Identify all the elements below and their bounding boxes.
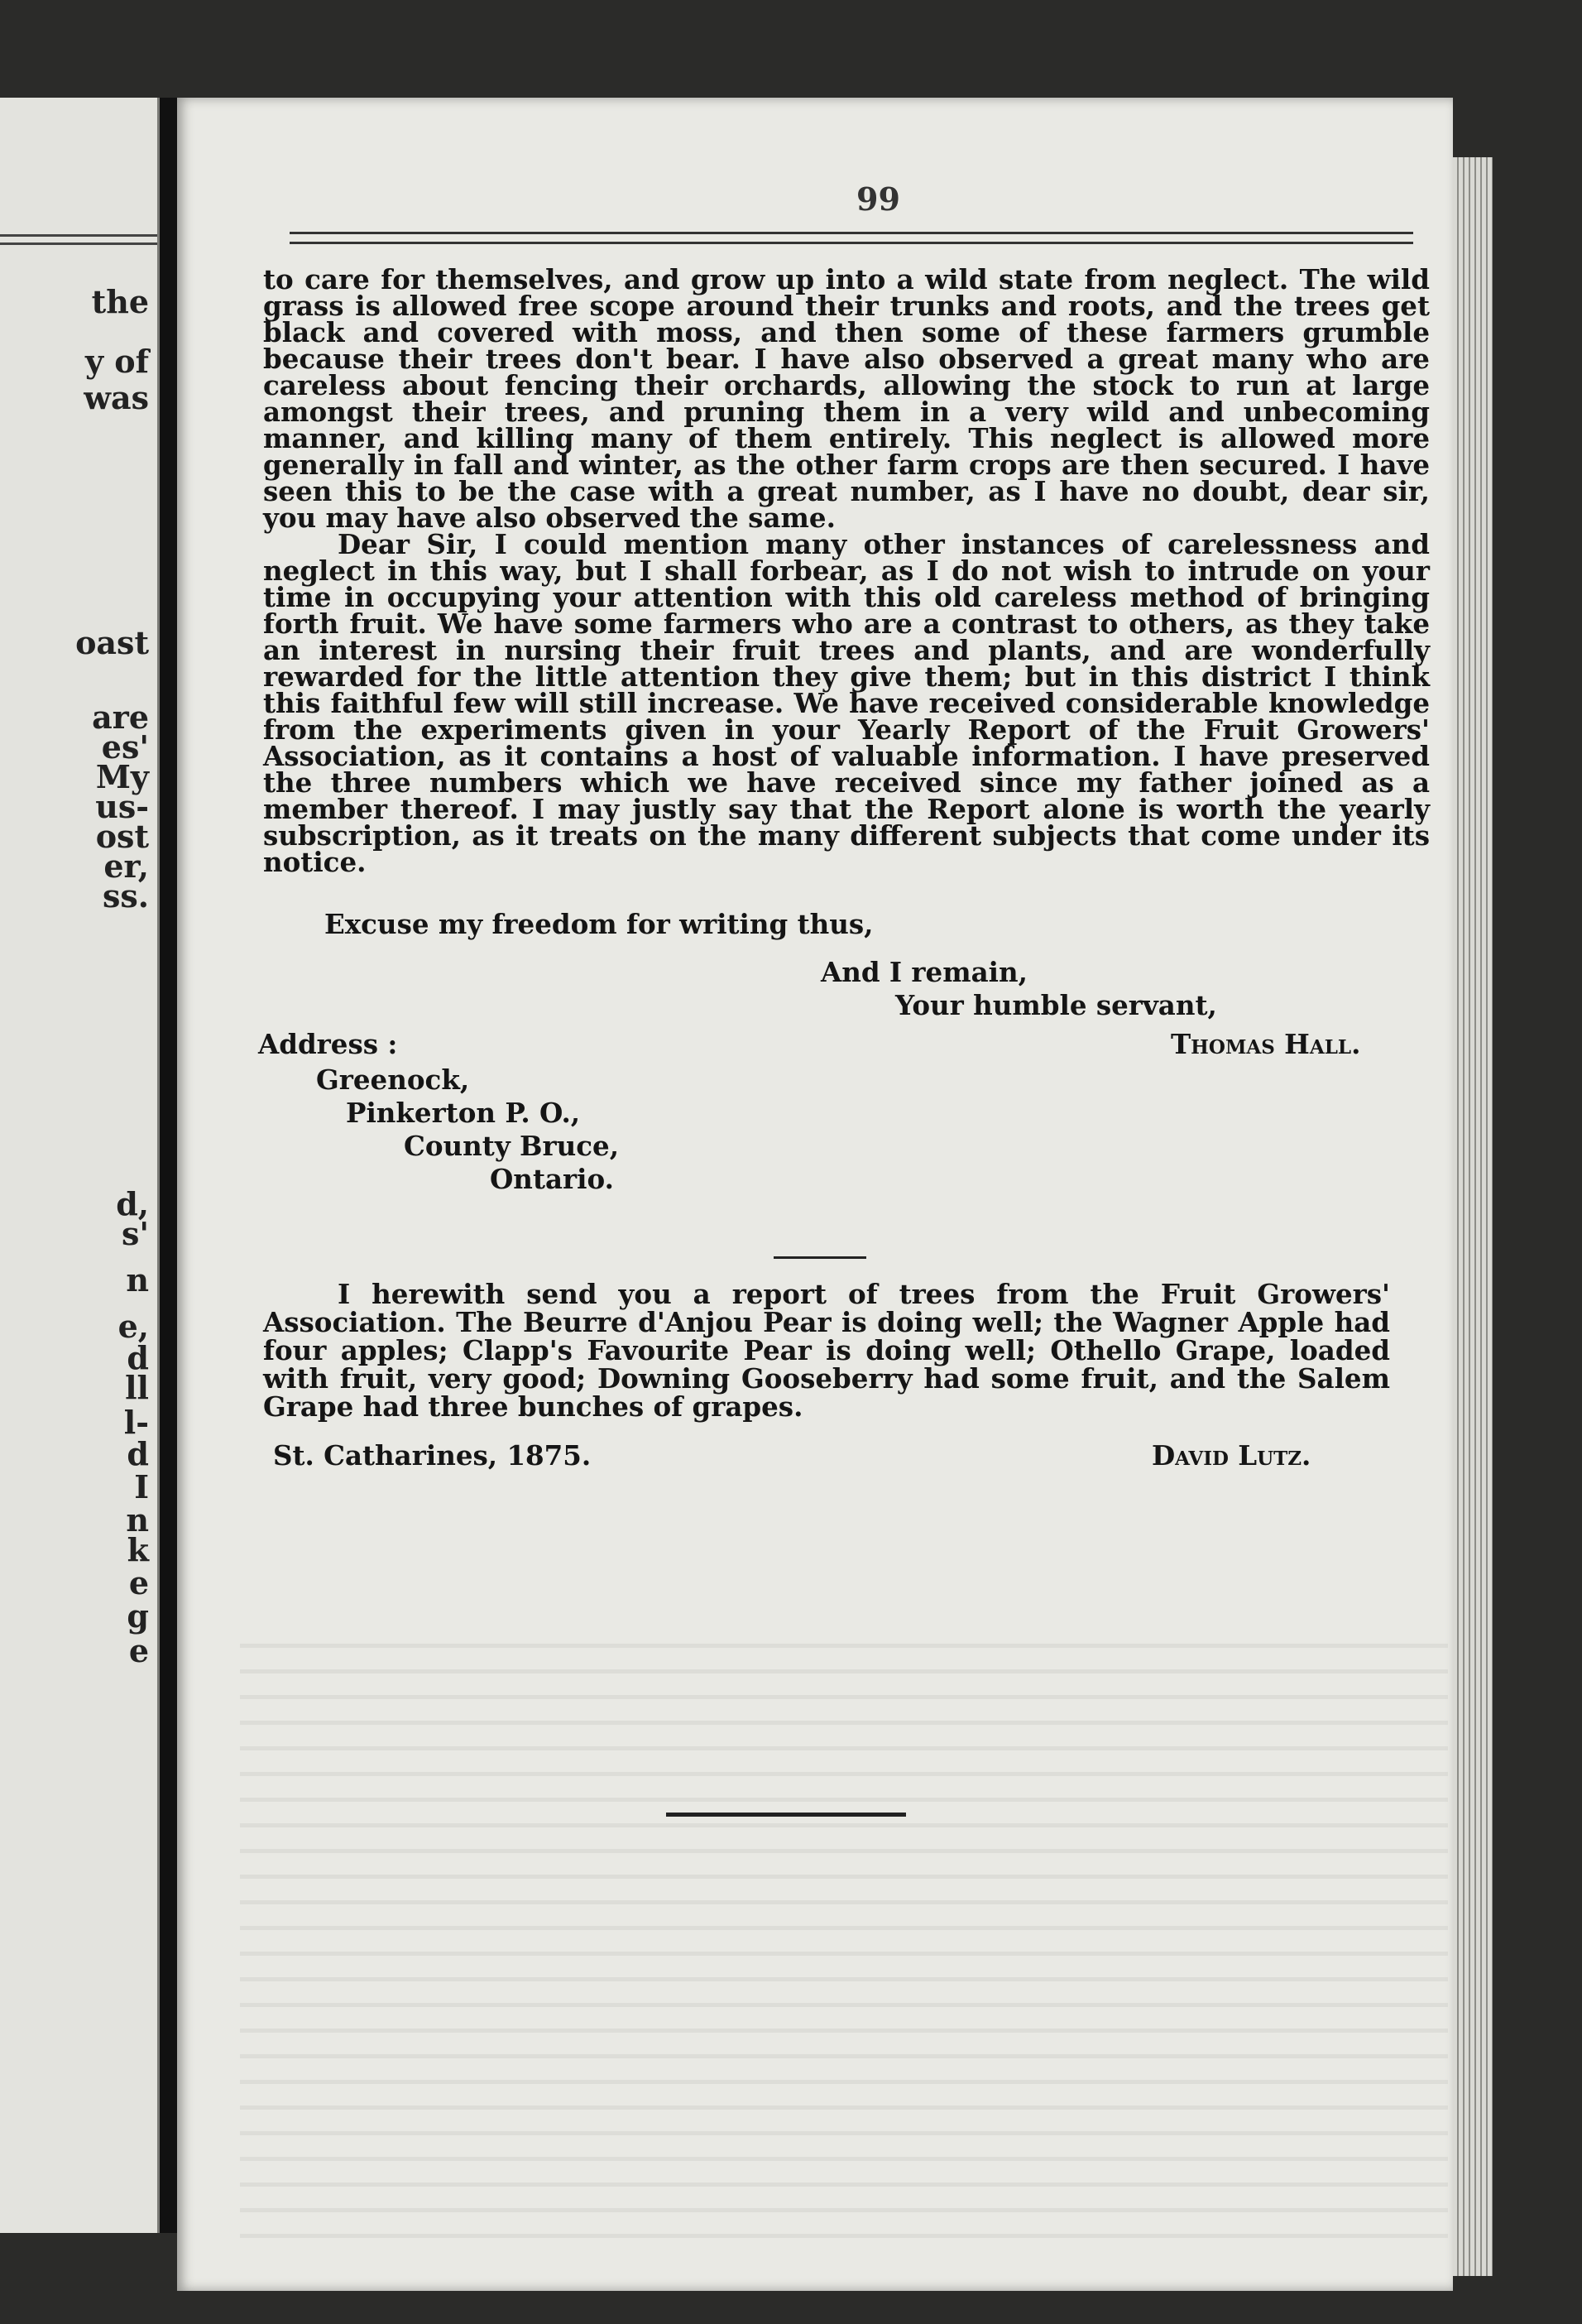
facing-page-text: My	[95, 758, 149, 795]
facing-page-rule	[0, 242, 157, 245]
facing-page-text: n	[126, 1261, 149, 1299]
facing-page-text: d,	[116, 1185, 149, 1222]
facing-page-text: the	[91, 283, 149, 320]
address-label: Address :	[258, 1028, 398, 1060]
letter-paragraph: to care for themselves, and grow up into a wild state from neglect. The wild grass is allowed free scope around their trunks and roots, and the trees get black and covered with moss, and then some of these farmers grumble because their trees don't bear. I have also observed a great many who are careless about fencing their orchards, allowing the stock to run at large amongst their trees, and pruning them in a very wild and unbecoming manner, and killing many of them entirely. This neglect is allowed more generally in fall and winter, as the other farm crops are then secured. I have seen this to be the case with a great number, as I have no doubt, dear sir, you may have also observed the same.	[263, 263, 1430, 534]
facing-page-text: er,	[103, 847, 149, 885]
page-number: 99	[856, 180, 900, 218]
address-line: Ontario.	[490, 1163, 614, 1195]
facing-page-rule	[0, 234, 157, 237]
facing-page-text: s'	[121, 1215, 149, 1252]
facing-page-text: y of	[84, 343, 149, 380]
facing-page-text: e	[128, 1632, 149, 1669]
address-line: Greenock,	[316, 1064, 470, 1096]
facing-page-text: l-	[123, 1404, 149, 1441]
header-rule-bottom	[290, 242, 1413, 244]
facing-page-text: n	[126, 1501, 149, 1539]
facing-page-text: was	[84, 379, 149, 416]
facing-page-text: d	[127, 1435, 149, 1472]
excuse-line: Excuse my freedom for writing thus,	[324, 908, 874, 940]
end-rule	[666, 1813, 906, 1817]
facing-page-fragment	[0, 98, 160, 2233]
bleed-through-texture	[240, 1622, 1448, 2251]
facing-page-text: ost	[95, 818, 149, 855]
letter-paragraph: Dear Sir, I could mention many other instances of carelessness and neglect in this way, but I shall forbear, as I do not wish to intrude on your time in occupying your attention with this old careless method of bringing forth fruit. We have some farmers who are a contrast to others, as they take an interest in nursing their fruit trees and plants, and are wonderfully rewarded for the little attention they give them; but in this district I think this faithful few will still increase. We have received considerable knowledge from the experiments given in your Yearly Report of the Fruit Growers' Association, as it contains a host of valuable information. I have preserved the three numbers which we have received since my father joined as a member thereof. I may justly say that the Report alone is worth the yearly subscription, as it treats on the many different subjects that come under its notice.	[263, 528, 1430, 878]
facing-page-text: k	[127, 1531, 149, 1568]
facing-page-text: e	[128, 1564, 149, 1601]
facing-page-text: ss.	[102, 877, 149, 915]
facing-page-text: I	[134, 1468, 149, 1505]
book-spine	[160, 98, 178, 2233]
signature-david-lutz: David Lutz.	[1152, 1439, 1311, 1472]
lutz-report: I herewith send you a report of trees from the Fruit Growers' Association. The Beurre d'Anjou Pear is doing well; the Wagner Apple had four apples; Clapp's Favourite Pear is doing well; Othello Grape, loaded with fruit, very good; Downing Gooseberry had some fruit, and the Salem Grape had three bunches of grapes.	[263, 1278, 1390, 1423]
address-line: Pinkerton P. O.,	[346, 1097, 581, 1129]
header-rule-top	[290, 232, 1413, 234]
facing-page-text: e,	[117, 1308, 149, 1345]
facing-page-text: es'	[101, 728, 149, 766]
page-edges	[1453, 157, 1493, 2276]
letter-body	[263, 263, 1430, 878]
facing-page-text: d	[127, 1339, 149, 1376]
facing-page-text: oast	[75, 624, 149, 661]
signature-thomas-hall: Thomas Hall.	[1171, 1028, 1361, 1060]
section-divider	[774, 1256, 866, 1259]
facing-page-text: us-	[95, 788, 149, 825]
facing-page-text: are	[92, 699, 149, 736]
closing-line: Your humble servant,	[895, 989, 1217, 1021]
facing-page-text: g	[127, 1597, 149, 1635]
lutz-place-date: St. Catharines, 1875.	[273, 1439, 592, 1472]
facing-page-text: ll	[125, 1369, 149, 1406]
closing-line: And I remain,	[821, 956, 1028, 988]
address-line: County Bruce,	[404, 1130, 620, 1162]
